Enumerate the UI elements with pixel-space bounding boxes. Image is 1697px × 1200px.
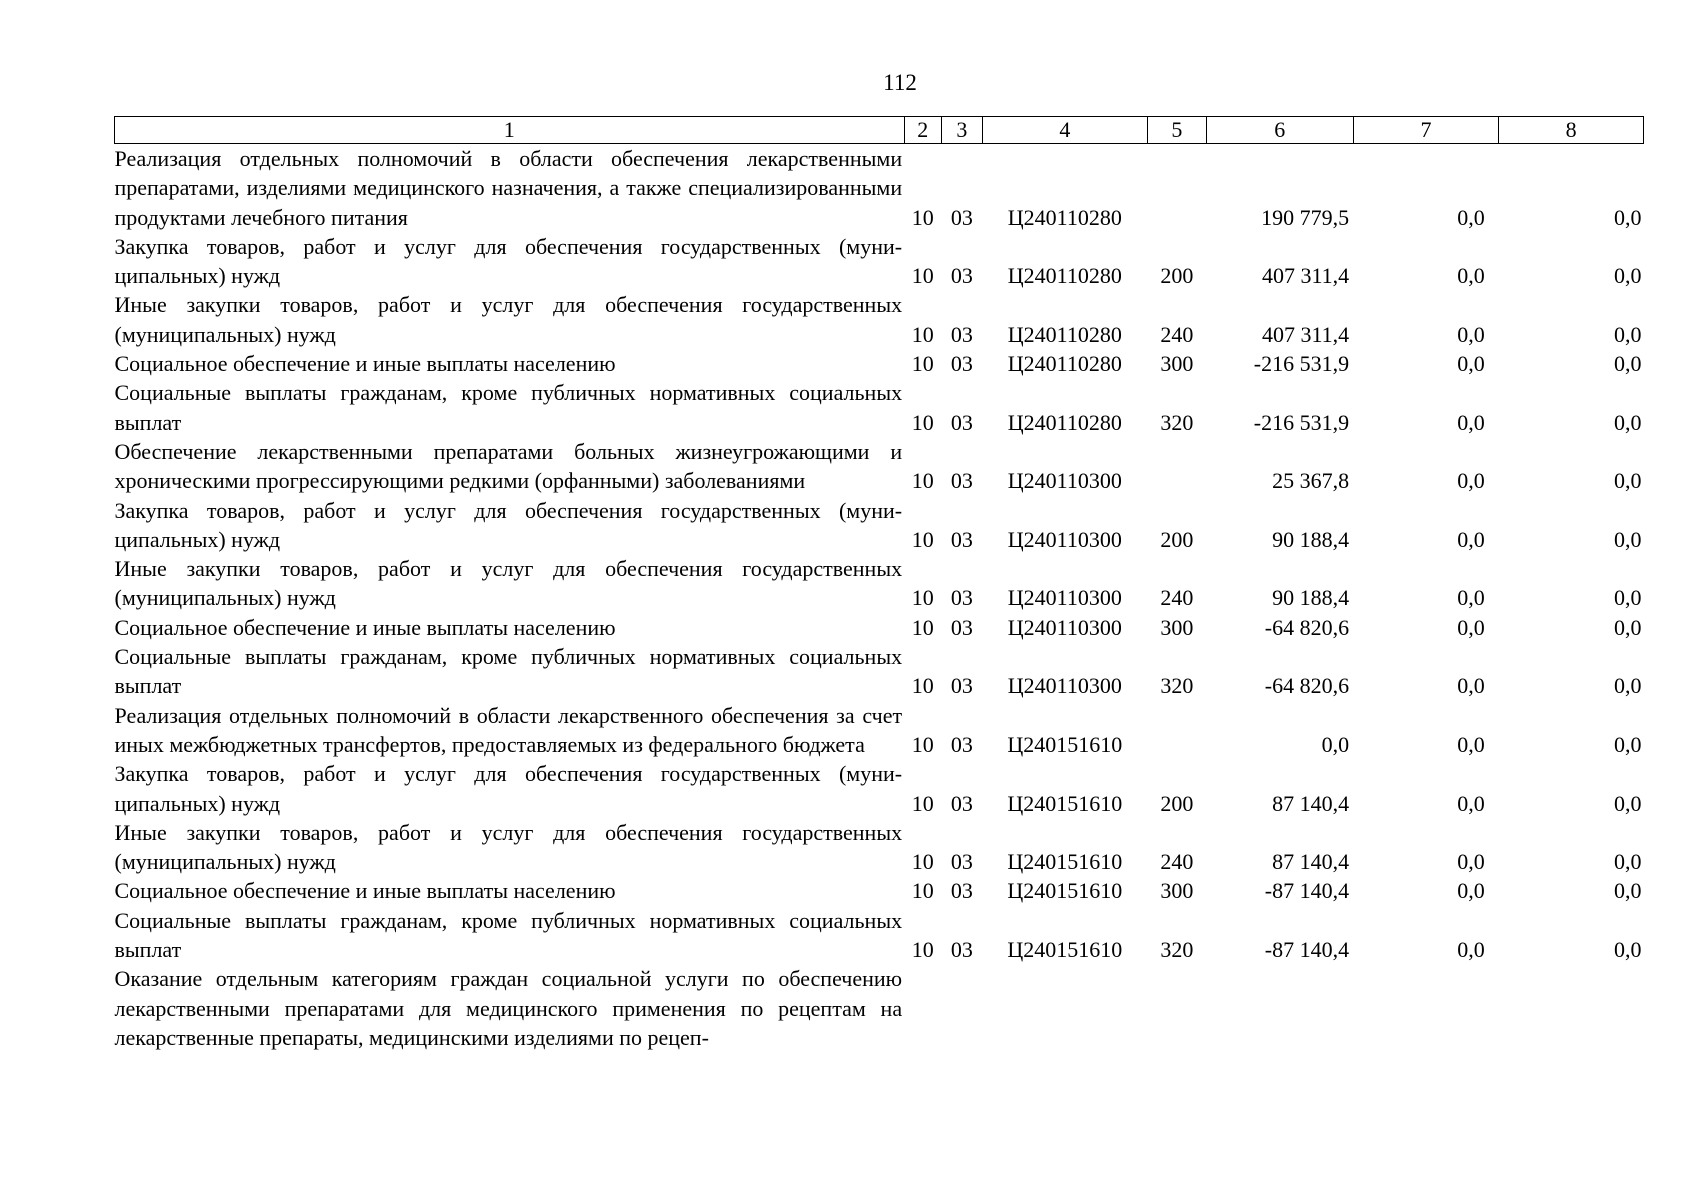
table-row [115,701,1644,760]
table-row [115,613,1644,642]
row-amount-col6: -216 531,9 [1253,351,1350,377]
row-expense-type: 300 [1160,878,1194,904]
row-target-article: Ц240110280 [1007,204,1122,230]
row-subsection: 03 [950,937,973,963]
row-expense-type: 320 [1160,673,1194,699]
row-expense-type: 240 [1160,321,1194,347]
row-description: Обеспечение лекарственными препаратами больных жизнеугрожающими и хроническими прогрессирующими редкими (орфанными) заболеваниями [114,438,903,494]
row-section: 10 [911,409,934,435]
row-section: 10 [911,526,934,552]
row-target-article: Ц240110300 [1007,526,1122,552]
row-description: Реализация отдельных полномочий в области лекарственного обеспечения за счет иных межбюджетных трансфертов, предоставляемых из федерального бюджета [114,702,903,757]
row-subsection: 03 [950,790,973,816]
row-amount-col6: 90 188,4 [1272,585,1350,611]
row-section: 10 [911,731,934,757]
row-expense-type: 300 [1160,614,1194,640]
row-amount-col7: 0,0 [1457,731,1485,757]
row-subsection: 03 [950,204,973,230]
row-amount-col8: 0,0 [1614,878,1642,904]
row-expense-type [1147,701,1206,760]
row-section: 10 [911,263,934,289]
row-amount-col7: 0,0 [1457,526,1485,552]
header-row [115,117,1644,144]
row-section: 10 [911,468,934,494]
row-amount-col6: -64 820,6 [1264,614,1350,640]
row-subsection: 03 [950,614,973,640]
table-row [115,437,1644,496]
row-expense-type: 200 [1160,263,1194,289]
row-amount-col7: 0,0 [1457,585,1485,611]
row-amount-col8: 0,0 [1614,409,1642,435]
row-amount-col6: -64 820,6 [1264,673,1350,699]
row-expense-type: 200 [1160,526,1194,552]
row-subsection: 03 [950,468,973,494]
row-subsection: 03 [950,409,973,435]
row-expense-type [1147,144,1206,232]
row-description: Закупка товаров, работ и услуг для обеспечения государственных (муниципальных) нужд [114,761,903,816]
table-row [115,496,1644,555]
row-target-article: Ц240110280 [1007,351,1122,377]
row-description: Социальные выплаты гражданам, кроме публичных нормативных социальных выплат [114,380,903,435]
header-col-5: 5 [1147,117,1206,144]
row-expense-type: 200 [1160,790,1194,816]
row-subsection [941,964,982,1052]
row-subsection: 03 [950,351,973,377]
row-target-article: Ц240151610 [1007,937,1123,963]
row-target-article: Ц240110280 [1007,409,1122,435]
row-amount-col6: 0,0 [1321,731,1350,757]
header-col-6: 6 [1206,117,1353,144]
header-col-7: 7 [1353,117,1499,144]
row-section: 10 [911,585,934,611]
row-section: 10 [911,321,934,347]
row-amount-col7: 0,0 [1457,351,1485,377]
table-row [115,759,1644,818]
table-row [115,232,1644,291]
row-amount-col6: -87 140,4 [1264,937,1350,963]
row-subsection: 03 [950,263,973,289]
row-expense-type [1147,437,1206,496]
row-amount-col6: 90 188,4 [1272,526,1350,552]
row-description: Закупка товаров, работ и услуг для обеспечения государственных (муниципальных) нужд [114,233,903,289]
table-row [115,290,1644,349]
row-target-article: Ц240110300 [1007,614,1122,640]
table-row [115,554,1644,613]
row-amount-col8: 0,0 [1614,673,1642,699]
row-amount-col8: 0,0 [1614,585,1642,611]
header-col-3: 3 [941,117,982,144]
row-section: 10 [911,351,934,377]
row-description: Оказание отдельным категориям граждан социальной услуги по обеспечению лекарственными препаратами для медицинского применения по рецептам на лекарственные препараты, медицинскими изделиями по рецеп- [114,966,903,1050]
table-row [115,144,1644,232]
table-row [115,642,1644,701]
row-description: Иные закупки товаров, работ и услуг для обеспечения государственных (муниципальных) нужд [114,556,903,611]
row-amount-col6: 407 311,4 [1261,321,1350,347]
row-amount-col7 [1353,964,1499,1052]
row-amount-col8 [1499,964,1644,1052]
row-target-article: Ц240151610 [1007,790,1123,816]
row-amount-col8: 0,0 [1614,468,1642,494]
row-description: Социальное обеспечение и иные выплаты населению [114,351,616,377]
row-amount-col7: 0,0 [1457,849,1485,875]
row-target-article: Ц240110300 [1007,468,1122,494]
row-subsection: 03 [950,526,973,552]
table-row [115,818,1644,877]
row-amount-col7: 0,0 [1457,321,1485,347]
budget-table [114,116,1644,1052]
row-subsection: 03 [950,673,973,699]
row-amount-col8: 0,0 [1614,263,1642,289]
row-description: Реализация отдельных полномочий в области обеспечения лекарственными препаратами, изделиями медицинского назначения, а также специализированными продуктами лечебного питания [114,146,903,230]
row-amount-col7: 0,0 [1457,204,1485,230]
row-target-article: Ц240110300 [1007,673,1122,699]
row-description: Социальное обеспечение и иные выплаты населению [114,878,616,904]
row-subsection: 03 [950,585,973,611]
row-description: Закупка товаров, работ и услуг для обеспечения государственных (муниципальных) нужд [114,497,903,552]
table-row [115,378,1644,437]
header-col-8: 8 [1499,117,1644,144]
row-section: 10 [911,878,934,904]
row-amount-col6: 407 311,4 [1261,263,1350,289]
row-amount-col8: 0,0 [1614,790,1642,816]
row-section: 10 [911,790,934,816]
row-subsection: 03 [950,321,973,347]
row-expense-type: 300 [1160,351,1194,377]
row-amount-col7: 0,0 [1457,409,1485,435]
row-amount-col7: 0,0 [1457,614,1485,640]
row-section: 10 [911,673,934,699]
row-amount-col8: 0,0 [1614,937,1642,963]
row-section: 10 [911,204,934,230]
row-section: 10 [911,614,934,640]
row-target-article: Ц240151610 [1007,849,1123,875]
row-subsection: 03 [950,849,973,875]
page-number: 112 [883,70,917,95]
table-row [115,906,1644,965]
row-amount-col7: 0,0 [1457,468,1485,494]
row-amount-col6: 87 140,4 [1272,849,1350,875]
row-section: 10 [911,849,934,875]
row-section [904,964,941,1052]
row-amount-col7: 0,0 [1457,790,1485,816]
row-expense-type [1147,964,1206,1052]
row-target-article: Ц240110300 [1007,585,1122,611]
row-amount-col8: 0,0 [1614,731,1642,757]
row-description: Социальные выплаты гражданам, кроме публичных нормативных социальных выплат [114,644,903,699]
row-description: Иные закупки товаров, работ и услуг для обеспечения государственных (муниципальных) нужд [114,292,903,347]
row-amount-col7: 0,0 [1457,878,1485,904]
row-amount-col6: -87 140,4 [1264,878,1350,904]
header-col-2: 2 [904,117,941,144]
row-amount-col6: 190 779,5 [1261,204,1350,230]
table-row [115,876,1644,905]
table-row [115,349,1644,378]
row-subsection: 03 [950,878,973,904]
row-amount-col8: 0,0 [1614,526,1642,552]
row-amount-col8: 0,0 [1614,614,1642,640]
row-target-article: Ц240151610 [1007,731,1123,757]
budget-table-container [114,116,1644,1052]
row-amount-col7: 0,0 [1457,263,1485,289]
row-amount-col8: 0,0 [1614,321,1642,347]
row-amount-col6 [1206,964,1353,1052]
row-amount-col6: 25 367,8 [1272,468,1350,494]
row-subsection: 03 [950,731,973,757]
row-target-article: Ц240151610 [1007,878,1123,904]
row-amount-col6: 87 140,4 [1272,790,1350,816]
table-header [115,117,1644,144]
header-col-1: 1 [115,117,905,144]
row-amount-col6: -216 531,9 [1253,409,1350,435]
row-description: Социальные выплаты гражданам, кроме публичных нормативных социальных выплат [114,907,903,963]
row-amount-col7: 0,0 [1457,937,1485,963]
table-row [115,964,1644,1052]
row-target-article: Ц240110280 [1007,263,1122,289]
header-col-4: 4 [982,117,1147,144]
row-amount-col7: 0,0 [1457,673,1485,699]
row-target-article: Ц240110280 [1007,321,1122,347]
row-amount-col8: 0,0 [1614,849,1642,875]
row-description: Иные закупки товаров, работ и услуг для обеспечения государственных (муниципальных) нужд [114,819,903,875]
row-amount-col8: 0,0 [1614,204,1642,230]
row-expense-type: 320 [1160,937,1194,963]
row-description: Социальное обеспечение и иные выплаты населению [114,614,616,640]
row-expense-type: 240 [1160,849,1194,875]
row-section: 10 [911,937,934,963]
row-target-article [982,964,1147,1052]
table-body [115,144,1644,1053]
row-expense-type: 240 [1160,585,1194,611]
row-expense-type: 320 [1160,409,1194,435]
row-amount-col8: 0,0 [1614,351,1642,377]
